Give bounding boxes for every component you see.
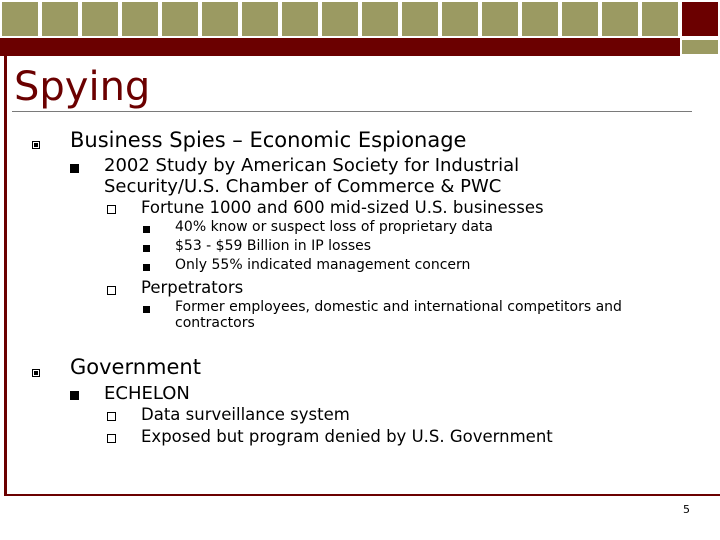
stat-item: Only 55% indicated management concern [175, 257, 471, 273]
government-item: Exposed but program denied by U.S. Government [141, 427, 553, 446]
header-tile [440, 0, 480, 38]
header-tile [480, 0, 520, 38]
government-item: Data surveillance system [141, 405, 350, 424]
header-band [0, 38, 680, 56]
hollow-square-bullet-icon [32, 369, 40, 377]
header-tile-accent [680, 0, 720, 38]
header-tile [240, 0, 280, 38]
header-tile [0, 0, 40, 38]
small-square-bullet-icon [143, 264, 150, 271]
header-tile [360, 0, 400, 38]
header-tile [560, 0, 600, 38]
fortune-line: Fortune 1000 and 600 mid-sized U.S. businesses [141, 198, 544, 217]
header-tile [40, 0, 80, 38]
study-line-2: Security/U.S. Chamber of Commerce & PWC [104, 176, 502, 197]
open-square-bullet-icon [107, 205, 116, 214]
open-square-bullet-icon [107, 286, 116, 295]
header-tile [400, 0, 440, 38]
perpetrators-line: Perpetrators [141, 278, 244, 297]
stat-item: $53 - $59 Billion in IP losses [175, 238, 372, 254]
header-tile [280, 0, 320, 38]
header-tile [520, 0, 560, 38]
filled-square-bullet-icon [70, 391, 79, 400]
page-number: 5 [683, 503, 690, 516]
left-rule [4, 56, 7, 496]
header-tile [320, 0, 360, 38]
stat-item: 40% know or suspect loss of proprietary data [175, 219, 493, 235]
header-tile [160, 0, 200, 38]
slide-title: Spying [14, 64, 151, 110]
footer-rule [4, 494, 720, 496]
open-square-bullet-icon [107, 412, 116, 421]
header-tile [120, 0, 160, 38]
title-underline [12, 111, 692, 112]
header-tile [640, 0, 680, 38]
study-line-1: 2002 Study by American Society for Industrial [104, 155, 520, 176]
small-square-bullet-icon [143, 226, 150, 233]
echelon-line: ECHELON [104, 383, 190, 404]
header-tile [600, 0, 640, 38]
filled-square-bullet-icon [70, 164, 79, 173]
header-tile [680, 38, 720, 56]
header-tile [80, 0, 120, 38]
open-square-bullet-icon [107, 434, 116, 443]
perpetrators-detail-2: contractors [175, 315, 255, 331]
government-heading: Government [70, 355, 201, 379]
header-decoration [0, 0, 720, 56]
small-square-bullet-icon [143, 306, 150, 313]
small-square-bullet-icon [143, 245, 150, 252]
perpetrators-detail-1: Former employees, domestic and international competitors and [175, 299, 622, 315]
business-heading: Business Spies – Economic Espionage [70, 128, 467, 152]
hollow-square-bullet-icon [32, 141, 40, 149]
header-tile [200, 0, 240, 38]
